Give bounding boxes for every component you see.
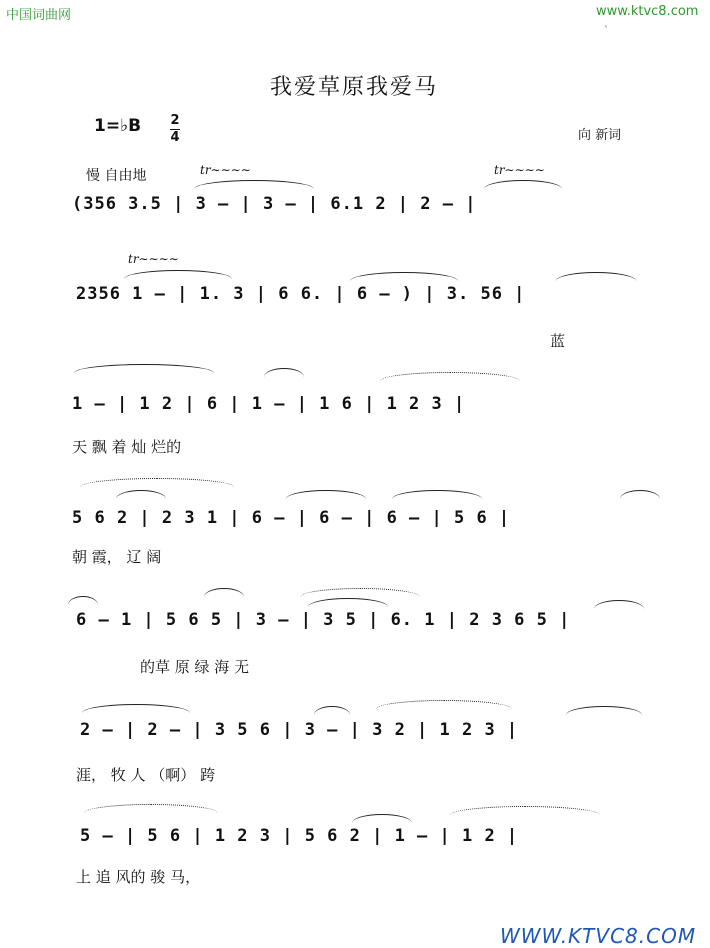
- site-url[interactable]: www.ktvc8.com: [596, 4, 699, 19]
- lyrics-row-3: 天 飘 着 灿 烂的: [72, 438, 182, 456]
- trill-mark: tr∼∼∼∼: [128, 252, 179, 266]
- notation-row-7: 5 – | 5 6 | 1 2 3 | 5 6 2 | 1 – | 1 2 |: [80, 826, 519, 846]
- lyricist-credit: 向 新词: [578, 128, 622, 143]
- dotted-slur: [450, 806, 600, 815]
- dotted-slur: [376, 700, 512, 709]
- tie-slur: [68, 596, 98, 605]
- tie-slur: [594, 600, 644, 609]
- lyrics-row-2: 蓝: [550, 332, 566, 350]
- corner-mark: ˋ: [604, 26, 609, 37]
- notation-row-4: 5 6 2 | 2 3 1 | 6 – | 6 – | 6 – | 5 6 |: [72, 508, 511, 528]
- tie-slur: [392, 490, 482, 499]
- site-watermark: WWW.KTVC8.COM: [500, 924, 697, 948]
- lyrics-row-5: 的草 原 绿 海 无: [140, 658, 250, 676]
- lyrics-row-4: 朝 霞， 辽 阔: [72, 548, 162, 566]
- tie-slur: [350, 272, 458, 281]
- tie-slur: [74, 364, 214, 373]
- meter-bottom: 4: [170, 130, 180, 145]
- tie-slur: [286, 490, 366, 499]
- site-name: 中国词曲网: [6, 8, 72, 23]
- tie-slur: [620, 490, 660, 499]
- tie-slur: [264, 368, 304, 377]
- tempo-marking: 慢 自由地: [86, 168, 147, 184]
- key-signature: 1=♭B: [94, 116, 142, 136]
- dotted-slur: [80, 478, 234, 487]
- trill-mark: tr∼∼∼∼: [494, 163, 545, 177]
- meter-top: 2: [170, 113, 180, 128]
- notation-row-2: 2356 1 – | 1. 3 | 6 6. | 6 – ) | 3. 56 |: [76, 284, 526, 304]
- tie-slur: [116, 490, 166, 499]
- trill-mark: tr∼∼∼∼: [200, 163, 251, 177]
- dotted-slur: [300, 588, 420, 597]
- dotted-slur: [380, 372, 520, 381]
- tie-slur: [308, 598, 388, 607]
- tie-slur: [204, 588, 244, 597]
- tie-slur: [82, 704, 190, 713]
- tie-slur: [352, 814, 412, 823]
- tie-slur: [314, 706, 350, 715]
- notation-row-3: 1 – | 1 2 | 6 | 1 – | 1 6 | 1 2 3 |: [72, 394, 466, 414]
- notation-row-1: (356 3.5 | 3 – | 3 – | 6.1 2 | 2 – |: [72, 194, 477, 214]
- tie-slur: [484, 180, 562, 189]
- song-title: 我爱草原我爱马: [270, 75, 439, 100]
- notation-row-5: 6 – 1 | 5 6 5 | 3 – | 3 5 | 6. 1 | 2 3 6 5 |: [76, 610, 571, 630]
- notation-row-6: 2 – | 2 – | 3 5 6 | 3 – | 3 2 | 1 2 3 |: [80, 720, 519, 740]
- tie-slur: [124, 270, 232, 279]
- lyrics-row-7: 上 追 风的 骏 马，: [76, 868, 201, 886]
- tie-slur: [194, 180, 314, 189]
- time-signature: [170, 114, 180, 145]
- dotted-slur: [84, 804, 218, 813]
- lyrics-row-6: 涯， 牧 人 （啊） 跨: [76, 766, 216, 784]
- tie-slur: [566, 706, 642, 715]
- tie-slur: [556, 272, 636, 281]
